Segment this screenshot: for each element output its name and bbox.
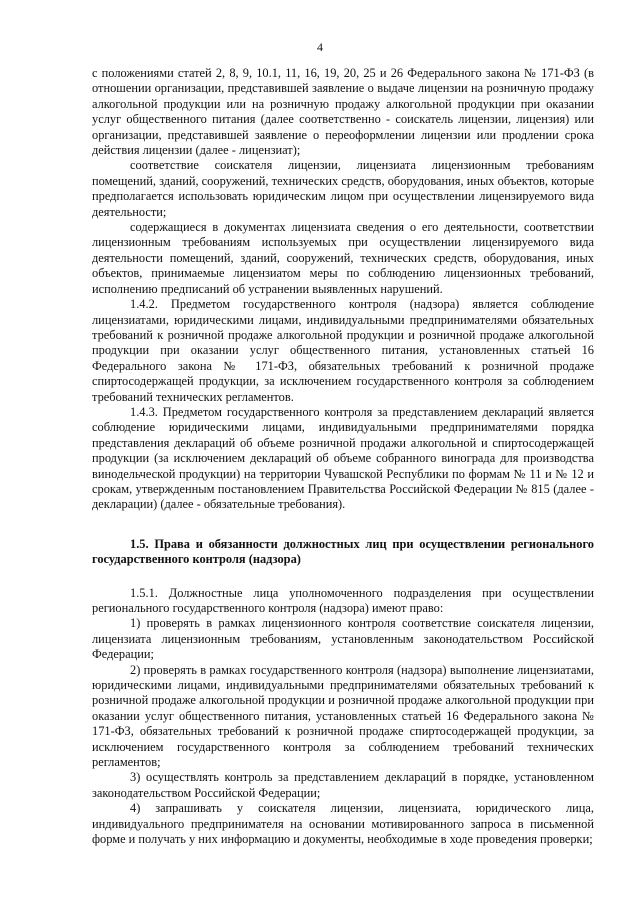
list-item-4: 4) запрашивать у соискателя лицензии, лицензиата, юридического лица, индивидуального предпринимателя на основании мотивированного запроса в письменной форме и получать у них информацию и документы, необходимые в ходе проведения проверки; <box>92 801 594 847</box>
paragraph-1-4-3: 1.4.3. Предметом государственного контроля за представлением деклараций является соблюдение юридическими лицами, индивидуальными предпринимателями порядка представления деклараций об объеме розничной продажи алкогольной и спиртосодержащей продукции (за исключением деклараций об объеме собранного винограда для производства винодельческой продукции) на территории Чувашской Республики по формам № 11 и № 12 и срокам, утвержденным постановлением Правительства Российской Федерации № 815 (далее - декларации) (далее - обязательные требования). <box>92 404 594 512</box>
list-item-3: 3) осуществлять контроль за представлением деклараций в порядке, установленном законодательством Российской Федерации; <box>92 770 594 800</box>
paragraph-1-5-1: 1.5.1. Должностные лица уполномоченного подразделения при осуществлении регионального государственного контроля (надзора) имеют право: <box>92 585 594 615</box>
paragraph-scope-continuation: с положениями статей 2, 8, 9, 10.1, 11, 16, 19, 20, 25 и 26 Федерального закона № 171-ФЗ (в отношении организации, представившей заявление о выдаче лицензии на розничную продажу алкогольной продукции или на розничную продажу алкогольной продукции при оказании услуг общественного питания (далее соответственно - соискатель лицензии, лицензия) или организации, представившей заявление о переоформлении лицензии или продлении срока действия лицензии (далее - лицензиат); <box>92 66 594 158</box>
paragraph-licensee-documents: содержащиеся в документах лицензиата сведения о его деятельности, соответствии лицензионным требованиям используемых при осуществлении лицензируемого вида деятельности помещений, зданий, сооружений, технических средств, оборудования, иных объектов, принимаемые лицензиатом меры по соблюдению лицензионных требований, исполнению предписаний об устранении выявленных нарушений. <box>92 220 594 296</box>
document-body <box>92 66 594 848</box>
list-item-1: 1) проверять в рамках лицензионного контроля соответствие соискателя лицензии, лицензиата лицензионным требованиям, установленным законодательством Российской Федерации; <box>92 616 594 662</box>
section-heading-1-5: 1.5. Права и обязанности должностных лиц при осуществлении регионального государственного контроля (надзора) <box>92 536 594 567</box>
paragraph-1-4-2: 1.4.2. Предметом государственного контроля (надзора) является соблюдение лицензиатами, юридическими лицами, индивидуальными предпринимателями обязательных требований к розничной продаже алкогольной продукции и розничной продаже алкогольной продукции при оказании услуг общественного питания, установленных статьей 16 Федерального закона № 171-ФЗ, обязательных требований к розничной продаже спиртосодержащей продукции, за исключением государственного контроля за соблюдением требований технических регламентов. <box>92 297 594 404</box>
paragraph-premises-compliance: соответствие соискателя лицензии, лицензиата лицензионным требованиям помещений, зданий, сооружений, технических средств, оборудования, иных объектов, которые предполагается использовать юридическим лицом при осуществлении лицензируемого вида деятельности; <box>92 158 594 219</box>
page-number: 4 <box>317 40 323 54</box>
list-item-2: 2) проверять в рамках государственного контроля (надзора) выполнение лицензиатами, юридическими лицами, индивидуальными предпринимателями обязательных требований к розничной продаже алкогольной продукции и розничной продаже алкогольной продукции при оказании услуг общественного питания, установленных статьей 16 Федерального закона № 171-ФЗ, обязательных требований к розничной продаже спиртосодержащей продукции, за исключением государственного контроля за соблюдением требований технических регламентов; <box>92 662 594 770</box>
